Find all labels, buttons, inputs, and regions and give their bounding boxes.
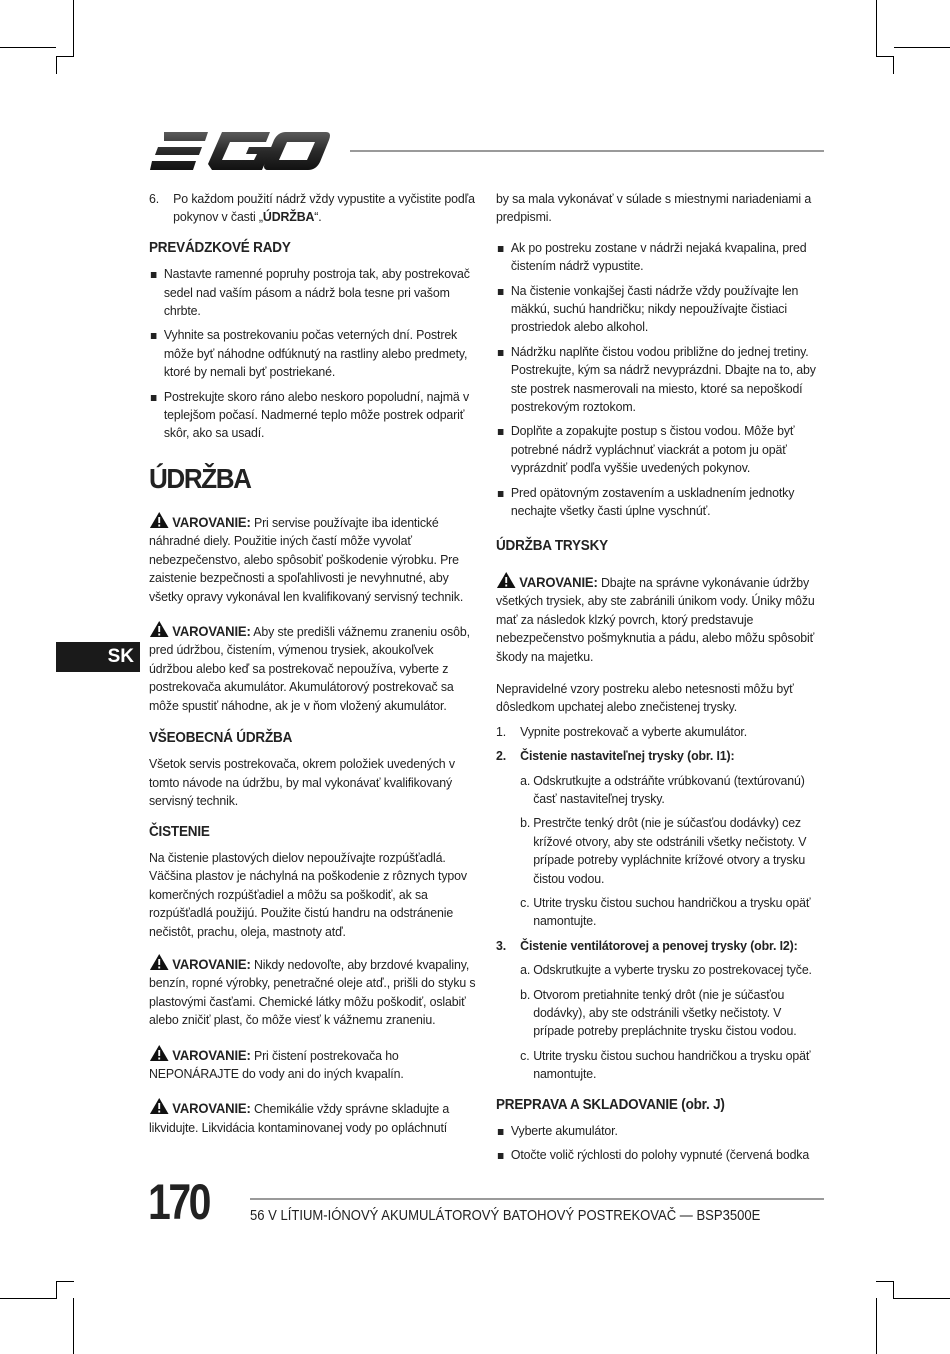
substep-item [496, 814, 823, 888]
list-item: Nastavte ramenné popruhy postroja tak, aby postrekovač sedel nad vaším pásom a nádrž bola tesne pri vašom chrbte. [149, 265, 476, 320]
warning-triangle-icon [149, 620, 169, 638]
warning-label: VAROVANIE: [172, 1100, 251, 1117]
crop-mark [894, 1298, 950, 1299]
list-item: Doplňte a zopakujte postup s čistou vodou. Môže byť potrebné nádrž vypláchnuť viackrát a potom ju opäť vyprázdniť podľa vyššie uvedených pokynov. [496, 422, 823, 477]
step-text: Čistenie ventilátorovej a penovej trysky (obr. I2): [520, 937, 798, 953]
substep-text: Odskrutkujte a vyberte trysku zo postrekovacej tyče. [533, 962, 812, 978]
substep-item [496, 772, 823, 809]
crop-mark [0, 47, 56, 48]
paragraph: Nepravidelné vzory postreku alebo netesnosti môžu byť dôsledkom upchatej alebo znečistenej trysky. [496, 680, 794, 715]
footer-title: 56 V LÍTIUM-IÓNOVÝ AKUMULÁTOROVÝ BATOHOVÝ POSTREKOVAČ — BSP3500E [250, 1208, 761, 1224]
section-heading: VŠEOBECNÁ ÚDRŽBA [149, 729, 293, 746]
step-item [496, 937, 823, 955]
list-item: Vyhnite sa postrekovaniu počas veterných dní. Postrek môže byť náhodne odfúknutý na rastliny alebo predmety, ktoré by nemali byť postriekané. [149, 326, 476, 381]
step-number: 3. [496, 937, 507, 953]
warning-text: Pri čistení postrekovača ho NEPONÁRAJTE do vody ani do iných kvapalín. [149, 1047, 404, 1082]
list-item: Nádržku naplňte čistou vodou približne do jednej tretiny. Postrekujte, kým sa nádrž nevyprázdni. Dbajte na to, aby ste postrek nasmerovali na miesto, ktoré sa nepoškodí postrekovým roztokom. [496, 343, 823, 417]
warning-block [149, 953, 476, 1030]
substep-text: Utrite trysku čistou suchou handričkou a trysku opäť namontujte. [533, 895, 811, 929]
warning-triangle-icon [149, 1097, 169, 1115]
warning-block [149, 511, 476, 606]
warning-triangle-icon [149, 1044, 169, 1062]
step-item [496, 747, 823, 765]
warning-label: VAROVANIE: [172, 956, 251, 972]
substep-item [496, 1047, 823, 1084]
header-rule [350, 150, 824, 152]
list-item: Postrekujte skoro ráno alebo neskoro popoludní, najmä v teplejšom počasí. Nadmerné teplo môže postrek odpariť skôr, ako sa usadí. [149, 388, 476, 443]
footer-rule [250, 1198, 824, 1200]
warning-triangle-icon [149, 511, 169, 529]
item-number: 6. [149, 191, 160, 206]
right-column [496, 190, 823, 1171]
list-item: Pred opätovným zostavením a uskladnením jednotky nechajte všetky časti úplne vyschnúť. [496, 484, 823, 521]
substep-text: Otvorom pretiahnite tenký drôt (nie je súčasťou dodávky), aby ste odstránili všetky nečistoty. V prípade potreby prepláchnite trysku čistou vodou. [533, 986, 797, 1039]
step-number: 2. [496, 748, 507, 764]
substep-item [496, 986, 823, 1041]
substep-text: Utrite trysku čistou suchou handričkou a trysku opäť namontujte. [533, 1047, 811, 1082]
item-bold-ref: ÚDRŽBA [262, 209, 315, 225]
section-heading: ČISTENIE [149, 823, 210, 840]
page-number: 170 [148, 1174, 210, 1230]
crop-mark [893, 56, 894, 74]
list-item: Ak po postreku zostane v nádrži nejaká kvapalina, pred čistením nádrž vypustite. [496, 239, 823, 276]
warning-text: Chemikálie vždy správne skladujte a likvidujte. Likvidácia kontaminovanej vody po opláchnutí [149, 1101, 450, 1135]
list-item: Otočte volič rýchlosti do polohy vypnuté (červená bodka [496, 1146, 823, 1164]
warning-text: Dbajte na správne vykonávanie údržby všetkých trysiek, aby ste zabránili únikom vody. Úniky môžu mať za následok klzký povrch, ktorý predstavuje nebezpečenstvo pošmyknutia a pádu, alebo môžu spôsobiť škody na majetku. [496, 574, 815, 664]
warning-label: VAROVANIE: [519, 573, 598, 590]
substep-letter: b. [520, 986, 531, 1002]
language-tab: SK [56, 642, 140, 672]
crop-mark [56, 1281, 74, 1282]
paragraph: Všetok servis postrekovača, okrem položiek uvedených v tomto návode na údržbu, by mal vykonávať kvalifikovaný servisný technik. [149, 756, 455, 809]
warning-block [149, 1097, 476, 1137]
crop-mark [56, 1281, 57, 1299]
warning-triangle-icon [149, 953, 169, 971]
substep-item [496, 894, 823, 931]
step-item [496, 723, 823, 741]
chapter-heading: ÚDRŽBA [149, 462, 251, 494]
list-item: Na čistenie vonkajšej časti nádrže vždy používajte len mäkkú, suchú handričku; nikdy nepoužívajte čistiaci prostriedok alebo alkohol. [496, 282, 823, 337]
left-column [149, 190, 476, 1151]
substep-letter: a. [520, 772, 531, 788]
crop-mark [893, 1281, 894, 1299]
paragraph: Na čistenie plastových dielov nepoužívajte rozpúšťadlá. Väčšina plastov je náchylná na poškodenie z rôznych typov komerčných rozpúšťadiel a môžu sa poškodiť, ak sa rozpúšťadlá použijú. Použite čistú handru na odstránenie nečistôt, prachu, oleja, mastnoty atď. [149, 849, 467, 939]
substep-letter: c. [520, 1047, 530, 1063]
crop-mark [73, 0, 74, 56]
section-heading: PREPRAVA A SKLADOVANIE (obr. J) [496, 1096, 725, 1113]
warning-text: Nikdy nedovoľte, aby brzdové kvapaliny, benzín, ropné výrobky, penetračné oleje atď., prišli do styku s plastovými časťami. Chemické látky môžu poškodiť, oslabiť alebo zničiť plast, čo môže viesť k vážnemu zraneniu. [149, 957, 476, 1028]
item-text-end: “. [314, 209, 322, 225]
bullet-list [149, 265, 476, 443]
list-item: Vyberte akumulátor. [496, 1122, 823, 1140]
crop-mark [0, 1298, 56, 1299]
section-heading: PREVÁDZKOVÉ RADY [149, 239, 291, 256]
crop-mark [56, 56, 74, 57]
warning-block [149, 620, 476, 715]
crop-mark [876, 0, 877, 56]
warning-label: VAROVANIE: [172, 513, 251, 530]
substep-item [496, 961, 823, 979]
substep-letter: b. [520, 815, 531, 831]
bullet-list [496, 239, 823, 521]
list-item [149, 190, 476, 227]
crop-mark [73, 1298, 74, 1354]
section-heading: ÚDRŽBA TRYSKY [496, 537, 608, 554]
step-text: Čistenie nastaviteľnej trysky (obr. I1): [520, 748, 735, 764]
crop-mark [894, 47, 950, 48]
warning-label: VAROVANIE: [172, 622, 251, 639]
warning-text: Aby ste predišli vážnemu zraneniu osôb, pred údržbou, čistením, výmenou trysiek, akoukoľvek údržbou alebo keď sa postrekovač nepoužíva, vyberte z postrekovača akumulátor. Akumulátorový postrekovač sa môže spustiť náhodne, ak je v ňom vložený akumulátor. [149, 623, 470, 713]
paragraph: by sa mala vykonávať v súlade s miestnymi nariadeniami a predpismi. [496, 191, 812, 225]
warning-triangle-icon [496, 571, 516, 589]
crop-mark [56, 56, 57, 74]
item-text: Po každom použití nádrž vždy vypustite a vyčistite podľa pokynov v časti „ [173, 191, 475, 225]
crop-mark [876, 56, 894, 57]
step-number: 1. [496, 723, 507, 739]
warning-block [149, 1044, 476, 1084]
substep-letter: c. [520, 895, 530, 910]
warning-block [496, 571, 823, 666]
crop-mark [876, 1298, 877, 1354]
substep-text: Odskrutkujte a odstráňte vrúbkovanú (textúrovanú) časť nastaviteľnej trysky. [533, 772, 805, 806]
ego-logo [150, 130, 330, 172]
step-text: Vypnite postrekovač a vyberte akumulátor. [520, 723, 748, 739]
bullet-list [496, 1122, 823, 1165]
substep-text: Prestrčte tenký drôt (nie je súčasťou dodávky) cez krížové otvory, aby ste odstránili všetky nečistoty. V prípade potreby vypláchnite krížové otvory a trysku čistou vodou. [533, 815, 807, 886]
warning-label: VAROVANIE: [172, 1046, 251, 1063]
substep-letter: a. [520, 962, 531, 978]
crop-mark [876, 1281, 894, 1282]
warning-text: Pri servise používajte iba identické náhradné diely. Použitie iných častí môže vyvolať nebezpečenstvo, alebo spôsobiť poškodenie výrobku. Pre zaistenie bezpečnosti a spoľahlivosti je nevyhnutné, aby všetky opravy vykonával len kvalifikovaný servisný technik. [149, 514, 464, 604]
